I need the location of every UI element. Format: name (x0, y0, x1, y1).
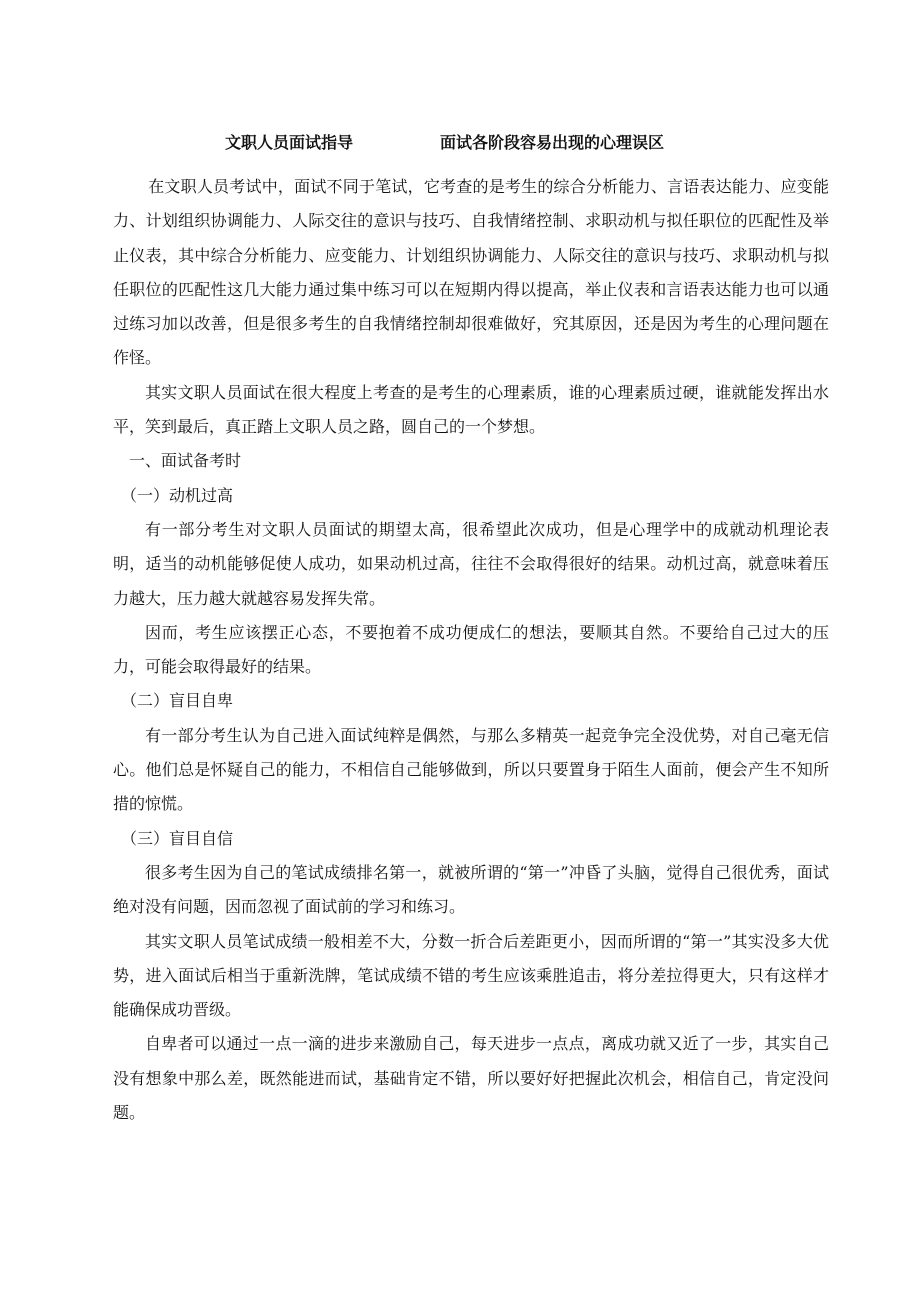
page-title (0, 131, 920, 155)
paragraph-score-gap: 其实文职人员笔试成绩一般相差不大，分数一折合后差距更小，因而所谓的“第一”其实没多大优势，进入面试后相当于重新洗牌，笔试成绩不错的考生应该乘胜追击，将分差拉得更大，只有这样才能确保成功晋级。 (113, 931, 829, 1020)
document-body (113, 170, 829, 1130)
title-right: 面试各阶段容易出现的心理误区 (440, 133, 665, 152)
paragraph-inferiority: 有一部分考生认为自己进入面试纯粹是偶然，与那么多精英一起竞争完全没优势，对自己毫无信心。他们总是怀疑自己的能力，不相信自己能够做到，所以只要置身于陌生人面前，便会产生不知所措的惊慌。 (113, 725, 829, 814)
subsection-heading-3: （三）盲目自信 (121, 828, 234, 848)
paragraph-psychology: 其实文职人员面试在很大程度上考查的是考生的心理素质，谁的心理素质过硬，谁就能发挥出水平，笑到最后，真正踏上文职人员之路，圆自己的一个梦想。 (113, 382, 829, 437)
paragraph-overconfidence: 很多考生因为自己的笔试成绩排名第一，就被所谓的“第一”冲昏了头脑，觉得自己很优秀，面试绝对没有问题，因而忽视了面试前的学习和练习。 (113, 862, 829, 917)
paragraph-intro: 在文职人员考试中，面试不同于笔试，它考查的是考生的综合分析能力、言语表达能力、应变能力、计划组织协调能力、人际交往的意识与技巧、自我情绪控制、求职动机与拟任职位的匹配性及举止仪表，其中综合分析能力、应变能力、计划组织协调能力、人际交往的意识与技巧、求职动机与拟任职位的匹配性这几大能力通过集中练习可以在短期内得以提高，举止仪表和言语表达能力也可以通过练习加以改善，但是很多考生的自我情绪控制却很难做好，究其原因，还是因为考生的心理问题在作怪。 (113, 177, 829, 368)
subsection-heading-2: （二）盲目自卑 (121, 691, 234, 711)
paragraph-motivation: 有一部分考生对文职人员面试的期望太高，很希望此次成功，但是心理学中的成就动机理论表明，适当的动机能够促使人成功，如果动机过高，往往不会取得很好的结果。动机过高，就意味着压力越大，压力越大就越容易发挥失常。 (113, 519, 829, 608)
subsection-heading-1: （一）动机过高 (121, 485, 234, 505)
paragraph-motivation-advice: 因而，考生应该摆正心态，不要抱着不成功便成仁的想法，要顺其自然。不要给自己过大的压力，可能会取得最好的结果。 (113, 622, 829, 677)
section-heading-1: 一、面试备考时 (129, 451, 242, 471)
title-left: 文职人员面试指导 (225, 133, 354, 152)
paragraph-encouragement: 自卑者可以通过一点一滴的进步来激励自己，每天进步一点点，离成功就又近了一步，其实自己没有想象中那么差，既然能进而试，基础肯定不错，所以要好好把握此次机会，相信自己，肯定没问题。 (113, 1034, 829, 1123)
